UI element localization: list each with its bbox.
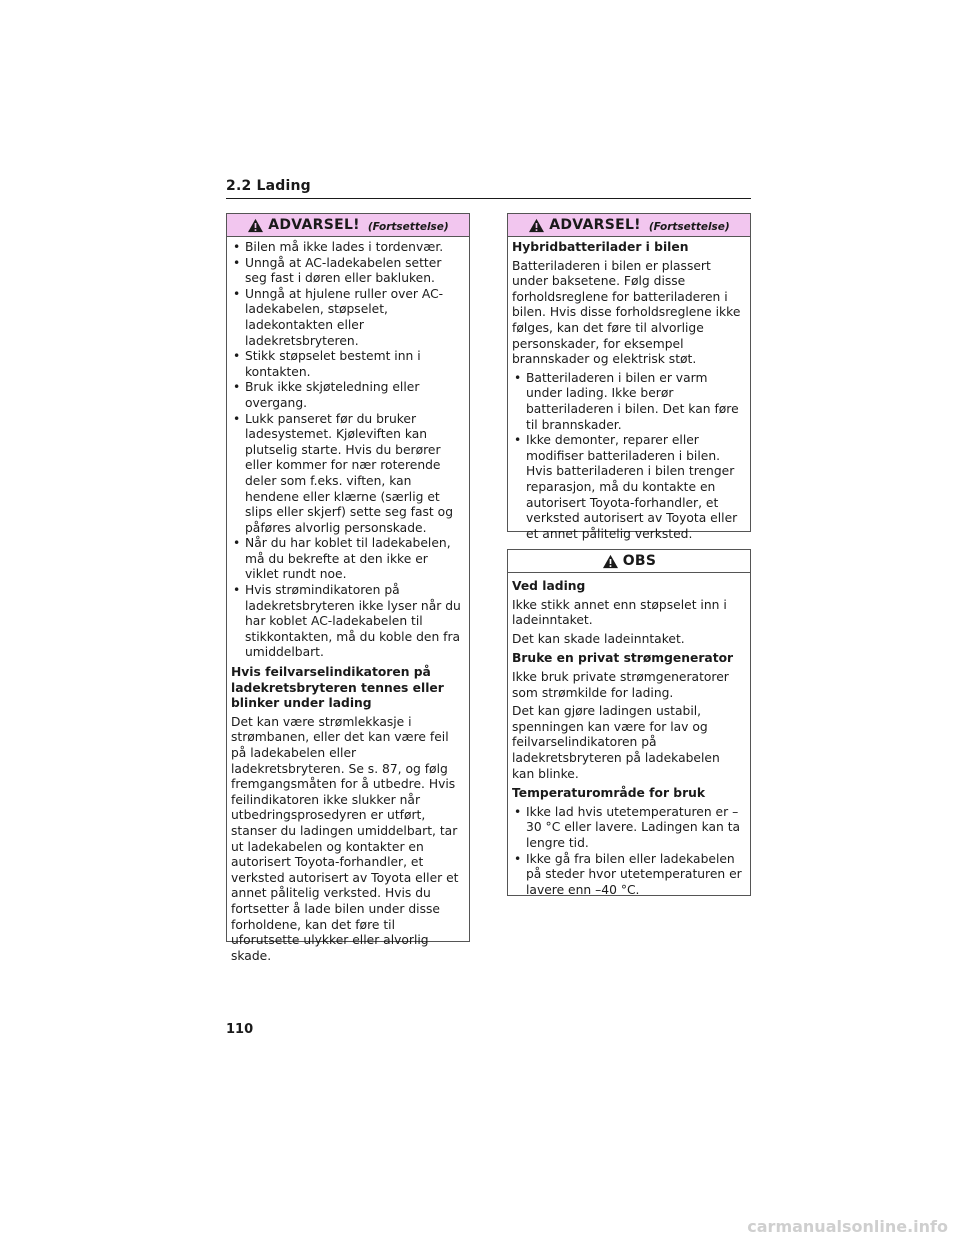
list-item: • Når du har koblet til ladekabelen, må du bekrefte at den ikke er viklet rundt noe.	[231, 536, 461, 583]
notice-subheading: Temperaturområde for bruk	[512, 786, 706, 801]
warning-content-left	[227, 237, 469, 973]
warning-header-right	[508, 214, 750, 237]
notice-paragraph: Ikke bruk private strømgeneratorer som strømkilde for lading.	[512, 669, 729, 700]
notice-content	[508, 573, 750, 904]
notice-paragraph: Ikke stikk annet enn støpselet inn i ladeinntaket.	[512, 597, 727, 628]
list-item: • Ikke demonter, reparer eller modifiser batteriladeren i bilen. Hvis batteriladeren i bilen trenger reparasjon, må du kontakte en autorisert Toyota-forhandler, et verksted autorisert av Toyota eller et annet pålitelig verksted.	[512, 433, 742, 542]
list-item: • Lukk panseret før du bruker ladesystemet. Kjøleviften kan plutselig starte. Hvis du berører eller kommer for nær roterende deler som f.eks. viften, kan hendene eller klærne (særlig et slips eller skjerf) sette seg fast og påføres alvorlig personskade.	[231, 412, 461, 537]
warning-triangle-icon	[247, 218, 264, 233]
notice-subheading: Ved lading	[512, 579, 586, 593]
notice-box	[507, 549, 751, 896]
warning-box-left	[226, 213, 470, 963]
warning-subheading: Hybridbatterilader i bilen	[512, 240, 689, 254]
notice-paragraph: Det kan skade ladeinntaket.	[512, 631, 685, 646]
notice-bullet-list	[512, 805, 742, 899]
page-number: 110	[226, 1022, 254, 1037]
list-item: • Ikke lad hvis utetemperaturen er –30 °C eller lavere. Ladingen kan ta lengre tid.	[512, 805, 742, 852]
warning-subheading: Hvis feilvarselindikatoren på ladekretsbryteren tennes eller blinker under lading	[231, 665, 444, 711]
list-item: • Unngå at AC-ladekabelen setter seg fast i døren eller bakluken.	[231, 256, 461, 287]
caution-triangle-icon	[602, 554, 619, 569]
list-item: • Hvis strømindikatoren på ladekretsbryteren ikke lyser når du har koblet AC-ladekabelen til stikkontakten, må du koble den fra umiddelbart.	[231, 583, 461, 661]
warning-box-right	[507, 213, 751, 541]
notice-header	[508, 550, 750, 573]
warning-paragraph: Det kan være strømlekkasje i strømbanen, eller det kan være feil på ladekabelen eller ladekretsbryteren. Se s. 87, og følg fremgangsmåten for å utbedre. Hvis feilindikatoren ikke slukker når utbedringsprosedyren er utført, stanser du ladingen umiddelbart, tar ut ladekabelen og kontakter en autorisert Toyota-forhandler, et verksted autorisert av Toyota eller et annet pålitelig verksted. Hvis du fortsetter å lade bilen under disse forholdene, kan det føre til uforutsette ulykker eller alvorlig skade.	[231, 714, 459, 963]
warning-continued: (Fortsettelse)	[648, 220, 730, 233]
list-item: • Stikk støpselet bestemt inn i kontakten.	[231, 349, 461, 380]
list-item: • Bruk ikke skjøteledning eller overgang.	[231, 380, 461, 411]
notice-paragraph: Det kan gjøre ladingen ustabil, spenningen kan være for lav og feilvarselindikatoren på ladekretsbryteren på ladekabelen kan blinke.	[512, 704, 720, 781]
section-title: 2.2 Lading	[226, 178, 751, 199]
warning-content-right	[508, 237, 750, 548]
warning-continued: (Fortsettelse)	[367, 220, 449, 233]
list-item: • Ikke gå fra bilen eller ladekabelen på steder hvor utetemperaturen er lavere enn –40 °C.	[512, 852, 742, 899]
warning-bullet-list	[231, 240, 461, 661]
warning-bullet-list	[512, 371, 742, 543]
warning-header-left	[227, 214, 469, 237]
warning-title: ADVARSEL!	[268, 217, 360, 233]
warning-paragraph: Batteriladeren i bilen er plassert under baksetene. Følg disse forholdsreglene for batteriladeren i bilen. Hvis disse forholdsreglene ikke følges, kan det føre til alvorlige personskader, for eksempel brannskader og elektrisk støt.	[512, 258, 741, 367]
warning-title: ADVARSEL!	[549, 217, 641, 233]
list-item: • Batteriladeren i bilen er varm under lading. Ikke berør batteriladeren i bilen. Det kan føre til brannskader.	[512, 371, 742, 433]
list-item: • Unngå at hjulene ruller over AC-ladekabelen, støpselet, ladekontakten eller ladekretsbryteren.	[231, 287, 461, 349]
list-item: • Bilen må ikke lades i tordenvær.	[231, 240, 461, 256]
watermark: carmanualsonline.info	[747, 1217, 948, 1236]
notice-title: OBS	[622, 553, 657, 569]
notice-subheading: Bruke en privat strømgenerator	[512, 651, 734, 666]
warning-triangle-icon	[528, 218, 545, 233]
